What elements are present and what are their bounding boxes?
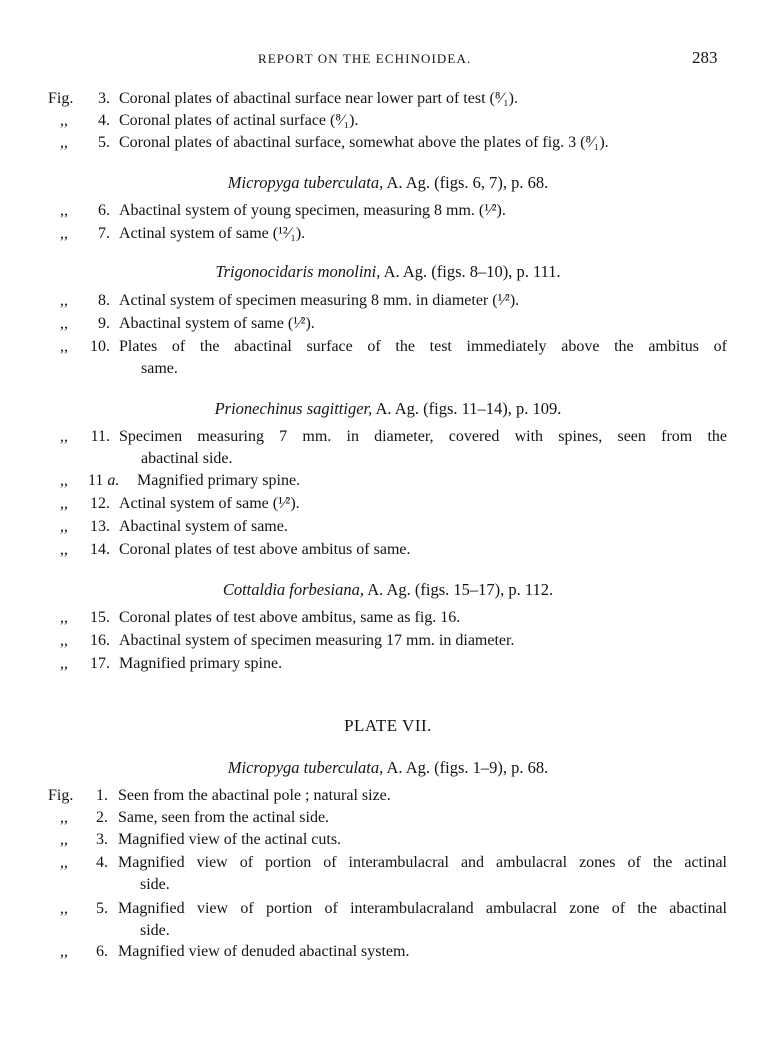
plate-title: PLATE VII. [344,716,432,735]
page-number: 283 [692,48,718,67]
entry-text: Magnified view of denuded abactinal system. [118,943,410,960]
entry-number: 8. [98,292,110,309]
entry-text: Magnified view of portion of interambulacral and ambulacral zones of the actinal [118,854,727,871]
entry-prefix: ,, [60,900,68,917]
entry-text: Actinal system of same (¹⁄²). [119,495,300,512]
entry-text: Magnified primary spine. [137,472,301,489]
entry-number-main: 11 [88,472,104,489]
running-head [0,48,776,70]
entry-text: Coronal plates of test above ambitus of same. [119,541,411,558]
entry-prefix: ,, [60,225,68,242]
entry-number: 2. [96,809,108,826]
section-heading [0,399,776,419]
entry-text: Coronal plates of test above ambitus, same as fig. 16. [119,609,461,626]
entry-prefix: ,, [60,943,68,960]
section-reference: A. Ag. (figs. 1–9), p. 68. [383,758,549,777]
entry-number: 7. [98,225,110,242]
entry-text: Specimen measuring 7 mm. in diameter, covered with spines, seen from the [119,428,727,445]
entry-number: 4. [96,854,108,871]
entry-number: 5. [96,900,108,917]
entry-prefix: ,, [60,292,68,309]
entry-prefix: ,, [60,338,68,355]
entry-text-continued: same. [141,360,178,377]
entry-prefix: ,, [60,632,68,649]
entry-prefix: ,, [60,541,68,558]
entry-text: Magnified view of the actinal cuts. [118,831,342,848]
entry-number: 12. [90,495,110,512]
section-reference: A. Ag. (figs. 15–17), p. 112. [364,580,554,599]
entry-prefix: ,, [60,134,68,151]
entry-prefix: Fig. [48,90,74,107]
species-name: Prionechinus sagittiger, [214,399,373,418]
section-heading [0,758,776,778]
entry-prefix: ,, [60,428,68,445]
entry-prefix: ,, [60,315,68,332]
section-reference: A. Ag. (figs. 11–14), p. 109. [372,399,562,418]
entry-text-continued: side. [140,876,170,893]
entry-prefix: ,, [60,472,68,489]
entry-number: 17. [90,655,110,672]
entry-number: 14. [90,541,110,558]
entry-number: 6. [96,943,108,960]
entry-prefix: ,, [60,854,68,871]
entry-text: Coronal plates of actinal surface (⁸⁄₁). [119,112,359,129]
entry-text: Same, seen from the actinal side. [118,809,330,826]
entry-number: 13. [90,518,110,535]
entry-text: Seen from the abactinal pole ; natural size. [118,787,391,804]
entry-number: 1. [96,787,108,804]
entry-prefix: ,, [60,495,68,512]
entry-prefix: Fig. [48,787,74,804]
entry-text: Actinal system of same (¹²⁄₁). [119,225,306,242]
running-title: REPORT ON THE ECHINOIDEA. [258,51,472,66]
entry-text-continued: side. [140,922,170,939]
entry-prefix: ,, [60,518,68,535]
entry-number: 10. [90,338,110,355]
species-name: Trigonocidaris monolini, [215,262,381,281]
entry-number-suffix: a. [107,472,120,489]
entry-text: Plates of the abactinal surface of the test immediately above the ambitus of [119,338,727,355]
entry-number: 5. [98,134,110,151]
section-reference: A. Ag. (figs. 8–10), p. 111. [380,262,561,281]
entry-number: 3. [98,90,110,107]
species-name: Micropyga tuberculata, [227,173,384,192]
entry-text-continued: abactinal side. [141,450,233,467]
entry-prefix: ,, [60,112,68,129]
section-reference: A. Ag. (figs. 6, 7), p. 68. [383,173,549,192]
entry-number: 3. [96,831,108,848]
entry-text: Magnified primary spine. [119,655,283,672]
entry-text: Coronal plates of abactinal surface, somewhat above the plates of fig. 3 (⁸⁄₁). [119,134,609,151]
entry-text: Abactinal system of same (¹⁄²). [119,315,315,332]
section-heading [0,262,776,282]
section-heading [0,580,776,600]
entry-prefix: ,, [60,202,68,219]
species-name: Micropyga tuberculata, [227,758,384,777]
entry-prefix: ,, [60,655,68,672]
entry-prefix: ,, [60,831,68,848]
entry-text: Actinal system of specimen measuring 8 mm. in diameter (¹⁄²). [119,292,520,309]
entry-text: Abactinal system of same. [119,518,288,535]
section-heading [0,173,776,193]
entry-number: 9. [98,315,110,332]
entry-number: 16. [90,632,110,649]
entry-number [88,470,119,492]
entry-number: 11. [90,428,110,445]
entry-prefix: ,, [60,609,68,626]
entry-prefix: ,, [60,809,68,826]
species-name: Cottaldia forbesiana, [222,580,365,599]
entry-text: Abactinal system of specimen measuring 17 mm. in diameter. [119,632,515,649]
entry-number: 6. [98,202,110,219]
entry-text: Abactinal system of young specimen, measuring 8 mm. (¹⁄²). [119,202,506,219]
entry-text: Magnified view of portion of interambulacraland ambulacral zone of the abactinal [118,900,727,917]
entry-text: Coronal plates of abactinal surface near lower part of test (⁸⁄₁). [119,90,518,107]
entry-number: 4. [98,112,110,129]
entry-number: 15. [90,609,110,626]
